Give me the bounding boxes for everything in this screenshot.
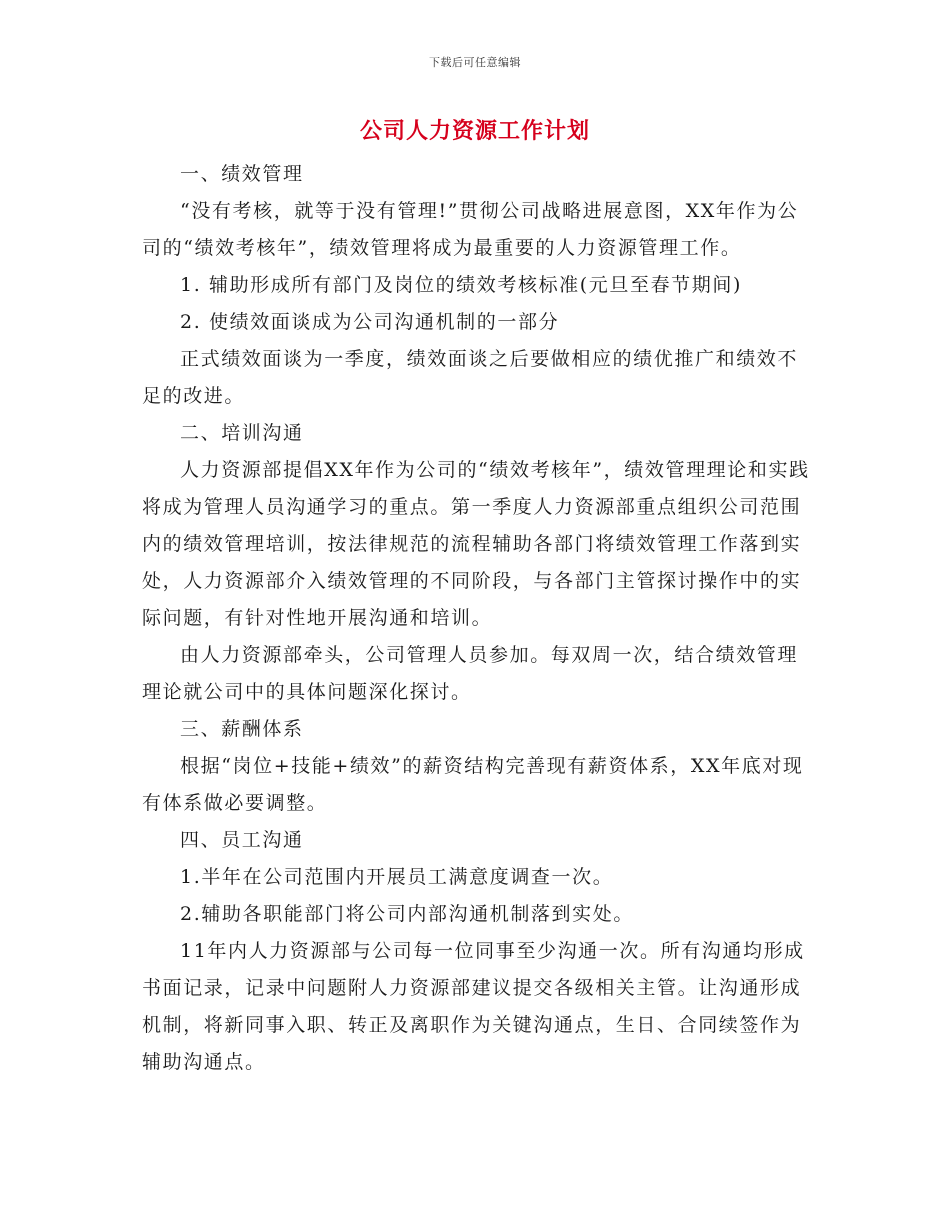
list-item: 2.辅助各职能部门将公司内部沟通机制落到实处。: [180, 903, 634, 925]
list-item: 1. 辅助形成所有部门及岗位的绩效考核标准(元旦至春节期间): [180, 274, 742, 296]
paragraph: 由人力资源部牵头，公司管理人员参加。每双周一次，结合绩效管理理论就公司中的具体问题深化探讨。: [142, 644, 799, 703]
document-title: 公司人力资源工作计划: [359, 119, 590, 144]
paragraph: 正式绩效面谈为一季度，绩效面谈之后要做相应的绩优推广和绩效不足的改进。: [142, 348, 799, 407]
section-heading-performance: 一、绩效管理: [180, 163, 304, 185]
section-heading-compensation: 三、薪酬体系: [180, 718, 304, 740]
page-header-note: 下载后可任意编辑: [429, 56, 521, 69]
list-item: 1.半年在公司范围内开展员工满意度调查一次。: [180, 866, 614, 888]
paragraph: 11年内人力资源部与公司每一位同事至少沟通一次。所有沟通均形成书面记录，记录中问题附人力资源部建议提交各级相关主管。让沟通形成机制，将新同事入职、转正及离职作为关键沟通点，生日、合同续签作为辅助沟通点。: [142, 940, 805, 1073]
section-heading-communication: 四、员工沟通: [180, 829, 304, 851]
list-item: 2. 使绩效面谈成为公司沟通机制的一部分: [180, 311, 560, 333]
paragraph: “没有考核，就等于没有管理!”贯彻公司战略进展意图，XX年作为公司的“绩效考核年”，绩效管理将成为最重要的人力资源管理工作。: [142, 200, 799, 259]
document-body: [142, 156, 810, 1081]
section-heading-training: 二、培训沟通: [180, 422, 304, 444]
paragraph: 根据“岗位+技能+绩效”的薪资结构完善现有薪资体系，XX年底对现有体系做必要调整。: [142, 755, 804, 814]
paragraph: 人力资源部提倡XX年作为公司的“绩效考核年”，绩效管理理论和实践将成为管理人员沟通学习的重点。第一季度人力资源部重点组织公司范围内的绩效管理培训，按法律规范的流程辅助各部门将绩效管理工作落到实处，人力资源部介入绩效管理的不同阶段，与各部门主管探讨操作中的实际问题，有针对性地开展沟通和培训。: [142, 459, 810, 629]
